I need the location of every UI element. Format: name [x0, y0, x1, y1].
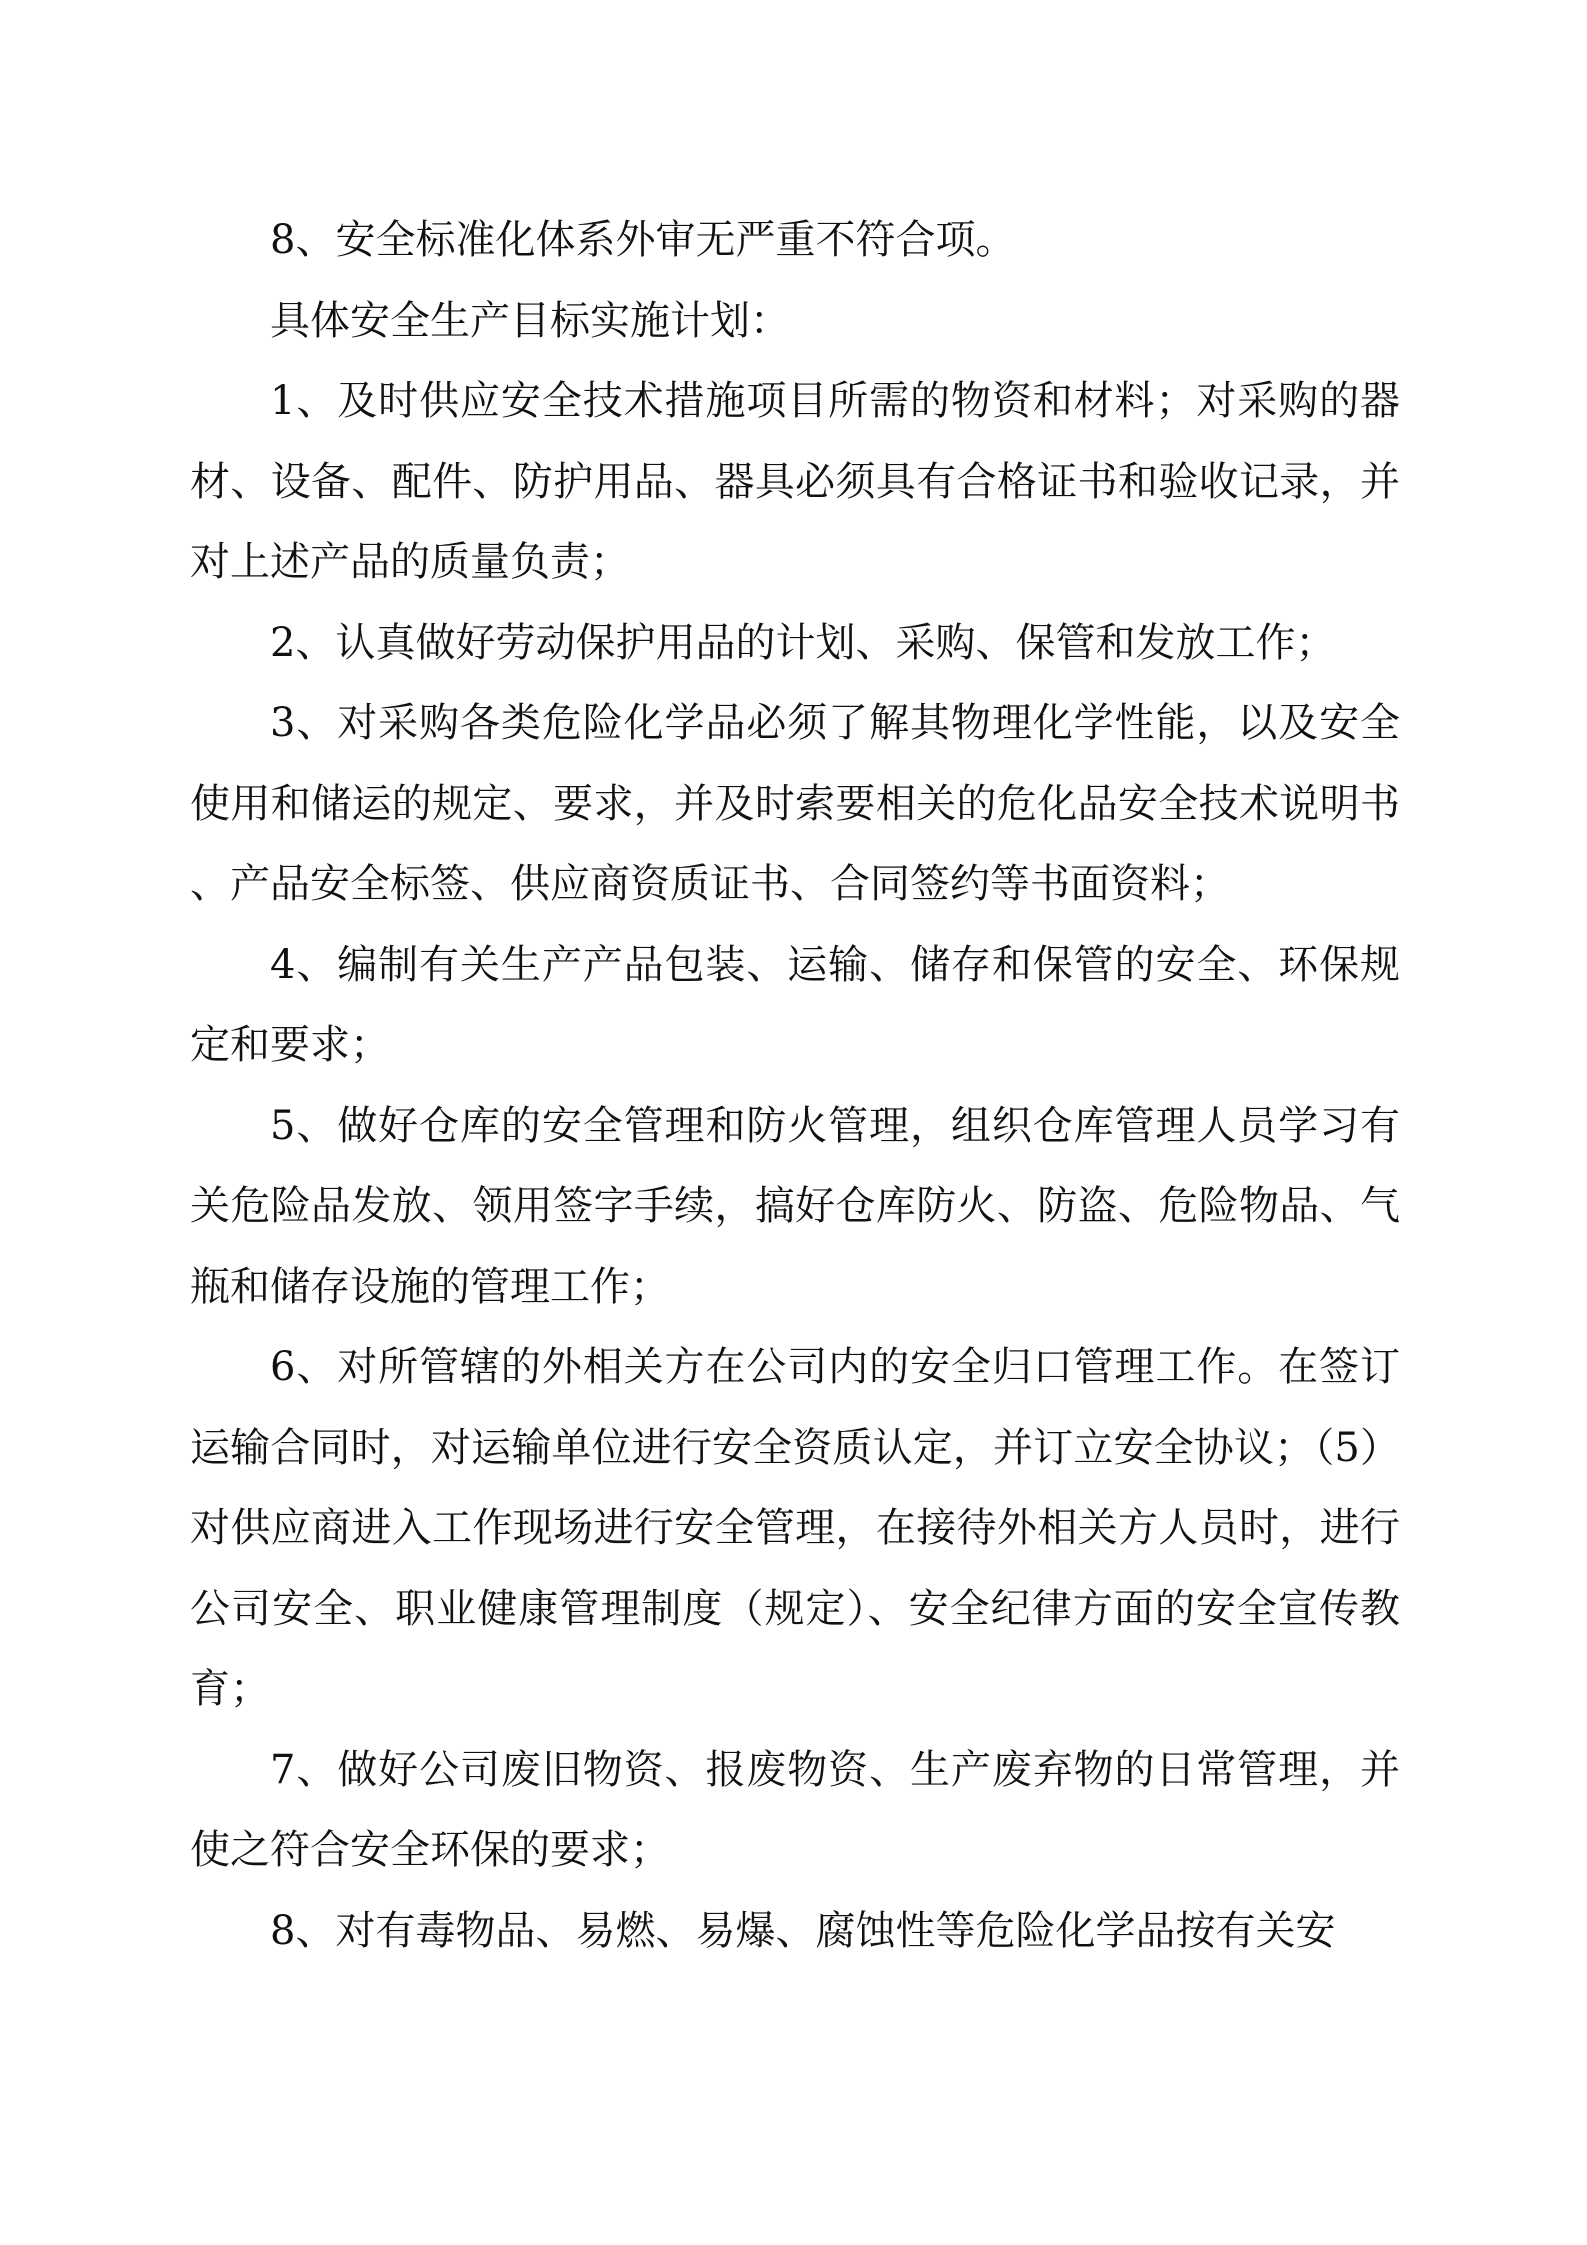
- plan-item-6: 6、对所管辖的外相关方在公司内的安全归口管理工作。在签订运输合同时，对运输单位进行安全资质认定，并订立安全协议；（5）对供应商进入工作现场进行安全管理，在接待外相关方人员时，进行公司安全、职业健康管理制度（规定）、安全纪律方面的安全宣传教育；: [190, 1344, 1400, 1712]
- section-heading: 具体安全生产目标实施计划：: [270, 297, 790, 344]
- document-body: [190, 200, 1400, 1971]
- plan-item-4: 4、编制有关生产产品包装、运输、储存和保管的安全、环保规定和要求；: [190, 941, 1400, 1068]
- plan-item-8: 8、对有毒物品、易燃、易爆、腐蚀性等危险化学品按有关安: [270, 1907, 1336, 1954]
- plan-item-3: 3、对采购各类危险化学品必须了解其物理化学性能，以及安全使用和储运的规定、要求，并及时索要相关的危化品安全技术说明书、产品安全标签、供应商资质证书、合同签约等书面资料；: [190, 700, 1400, 907]
- plan-item-1: 1、及时供应安全技术措施项目所需的物资和材料；对采购的器材、设备、配件、防护用品、器具必须具有合格证书和验收记录，并对上述产品的质量负责；: [190, 378, 1400, 585]
- plan-item-5: 5、做好仓库的安全管理和防火管理，组织仓库管理人员学习有关危险品发放、领用签字手续，搞好仓库防火、防盗、危险物品、气瓶和储存设施的管理工作；: [190, 1102, 1400, 1310]
- paragraph-item-8-audit: 8、安全标准化体系外审无严重不符合项。: [270, 217, 1016, 263]
- plan-item-2: 2、认真做好劳动保护用品的计划、采购、保管和发放工作；: [270, 619, 1336, 666]
- plan-item-7: 7、做好公司废旧物资、报废物资、生产废弃物的日常管理，并使之符合安全环保的要求；: [190, 1746, 1400, 1873]
